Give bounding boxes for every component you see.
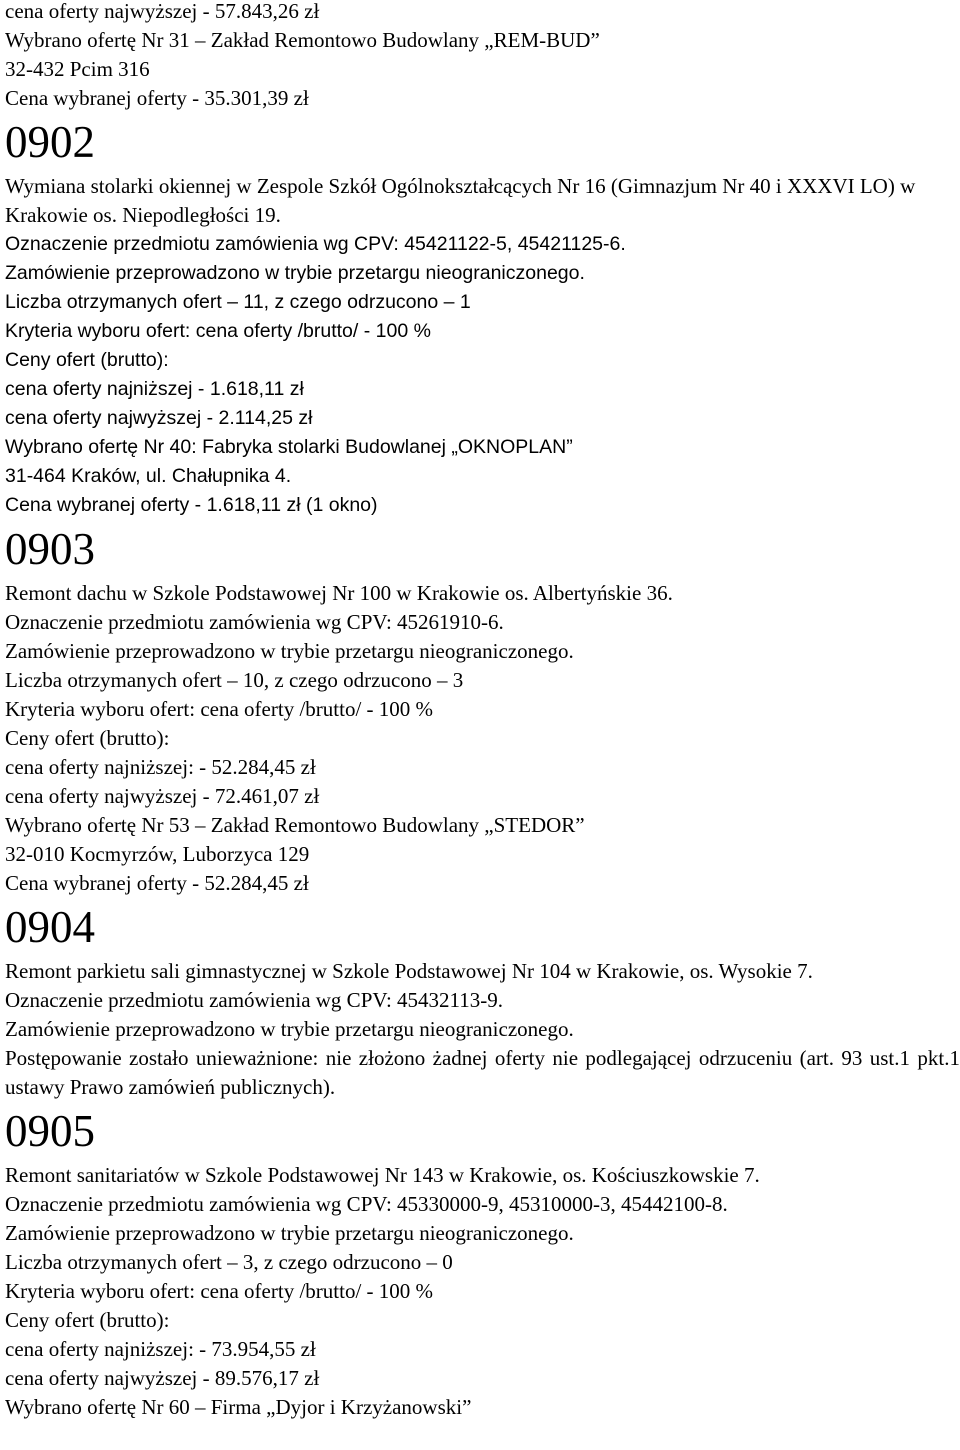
subject-line: Remont dachu w Szkole Podstawowej Nr 100 w Krakowie os. Albertyńskie 36. — [5, 581, 673, 605]
section-code: 0904 — [5, 902, 95, 952]
prices-header-line: Ceny ofert (brutto): — [5, 726, 170, 750]
lowest-price-line: cena oferty najniższej: - 73.954,55 zł — [5, 1337, 316, 1361]
offers-count-line: Liczba otrzymanych ofert – 10, z czego odrzucono – 3 — [5, 668, 464, 692]
selected-price-line: Cena wybranej oferty - 35.301,39 zł — [5, 86, 309, 110]
criteria-line: Kryteria wyboru ofert: cena oferty /brutto/ - 100 % — [5, 1279, 434, 1303]
procedure-line: Zamówienie przeprowadzono w trybie przetargu nieograniczonego. — [5, 639, 574, 663]
annulment-line: Postępowanie zostało unieważnione: nie złożono żadnej oferty nie podlegającej odrzuceniu (art. 93 ust.1 pkt.1 ustawy Prawo zamówień publicznych). — [5, 1046, 960, 1099]
section-0904 — [5, 898, 960, 1102]
selected-price-line: Cena wybranej oferty - 52.284,45 zł — [5, 871, 309, 895]
selected-offer-line: Wybrano ofertę Nr 60 – Firma „Dyjor i Krzyżanowski” — [5, 1395, 472, 1419]
procedure-line: Zamówienie przeprowadzono w trybie przetargu nieograniczonego. — [5, 1221, 574, 1245]
document-page — [5, 0, 960, 1422]
prices-header-line: Ceny ofert (brutto): — [5, 1308, 170, 1332]
section-code: 0905 — [5, 1106, 95, 1156]
section-0903 — [5, 520, 957, 898]
prices-header-line: Ceny ofert (brutto): — [5, 349, 169, 371]
cpv-line: Oznaczenie przedmiotu zamówienia wg CPV: 45261910-6. — [5, 610, 504, 634]
criteria-line: Kryteria wyboru ofert: cena oferty /brutto/ - 100 % — [5, 320, 431, 342]
address-line: 31-464 Kraków, ul. Chałupnika 4. — [5, 465, 292, 487]
lowest-price-line: cena oferty najniższej - 1.618,11 zł — [5, 378, 304, 400]
highest-price-line: cena oferty najwyższej - 72.461,07 zł — [5, 784, 320, 808]
lowest-price-line: cena oferty najniższej: - 52.284,45 zł — [5, 755, 316, 779]
selected-offer-line: Wybrano ofertę Nr 31 – Zakład Remontowo Budowlany „REM-BUD” — [5, 28, 600, 52]
highest-price-line: cena oferty najwyższej - 2.114,25 zł — [5, 407, 313, 429]
section-code: 0902 — [5, 117, 95, 167]
cpv-line: Oznaczenie przedmiotu zamówienia wg CPV: 45421122-5, 45421125-6. — [5, 233, 626, 255]
cpv-line: Oznaczenie przedmiotu zamówienia wg CPV: 45432113-9. — [5, 988, 504, 1012]
selected-price-line: Cena wybranej oferty - 1.618,11 zł (1 okno) — [5, 494, 378, 516]
highest-price-line: cena oferty najwyższej - 57.843,26 zł — [5, 0, 320, 23]
procedure-line: Zamówienie przeprowadzono w trybie przetargu nieograniczonego. — [5, 262, 585, 284]
highest-price-line: cena oferty najwyższej - 89.576,17 zł — [5, 1366, 320, 1390]
subject-line: Remont parkietu sali gimnastycznej w Szkole Podstawowej Nr 104 w Krakowie, os. Wysokie 7. — [5, 959, 813, 983]
subject-line: Remont sanitariatów w Szkole Podstawowej Nr 143 w Krakowie, os. Kościuszkowskie 7. — [5, 1163, 760, 1187]
offers-count-line: Liczba otrzymanych ofert – 11, z czego odrzucono – 1 — [5, 291, 471, 313]
section-0902 — [5, 113, 957, 520]
selected-offer-line: Wybrano ofertę Nr 40: Fabryka stolarki Budowlanej „OKNOPLAN” — [5, 436, 573, 458]
address-line: 32-432 Pcim 316 — [5, 57, 150, 81]
cpv-line: Oznaczenie przedmiotu zamówienia wg CPV: 45330000-9, 45310000-3, 45442100-8. — [5, 1192, 728, 1216]
address-line: 32-010 Kocmyrzów, Luborzyca 129 — [5, 842, 310, 866]
offers-count-line: Liczba otrzymanych ofert – 3, z czego odrzucono – 0 — [5, 1250, 453, 1274]
subject-line: Wymiana stolarki okiennej w Zespole Szkół Ogólnokształcących Nr 16 (Gimnazjum Nr 40 i XXXVI LO) w Krakowie os. Niepodległości 19. — [5, 174, 916, 227]
section-0905 — [5, 1102, 957, 1422]
selected-offer-line: Wybrano ofertę Nr 53 – Zakład Remontowo Budowlany „STEDOR” — [5, 813, 585, 837]
section-code: 0903 — [5, 524, 95, 574]
criteria-line: Kryteria wyboru ofert: cena oferty /brutto/ - 100 % — [5, 697, 434, 721]
top-block — [5, 0, 957, 113]
procedure-line: Zamówienie przeprowadzono w trybie przetargu nieograniczonego. — [5, 1017, 574, 1041]
